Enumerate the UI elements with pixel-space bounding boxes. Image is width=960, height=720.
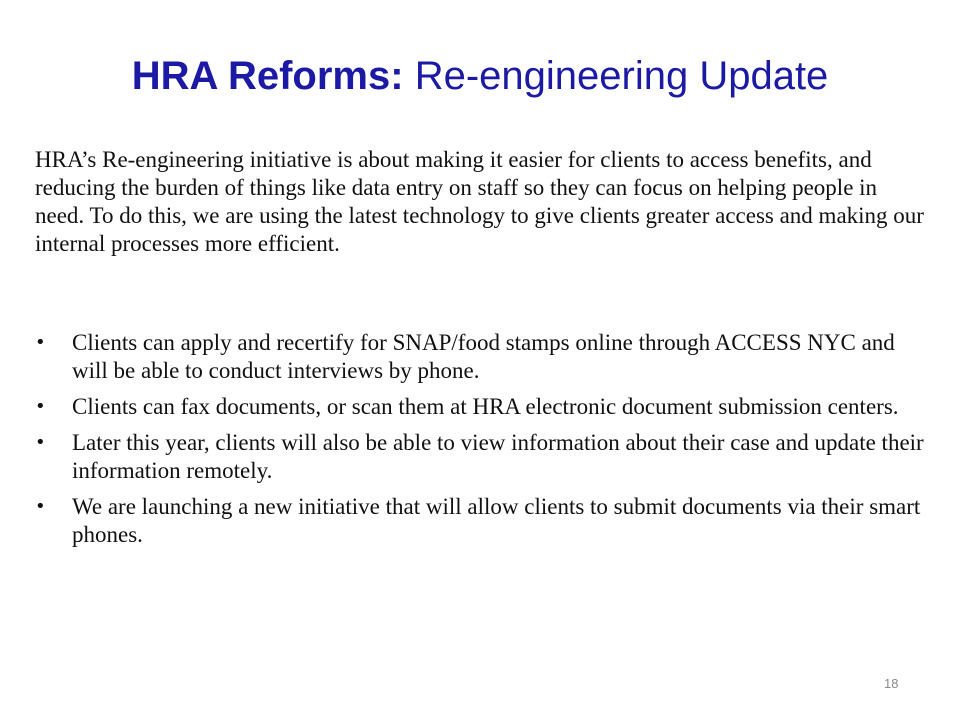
bullet-item xyxy=(35,393,925,421)
bullet-icon: • xyxy=(35,396,46,417)
slide-title xyxy=(0,52,960,100)
bullet-list xyxy=(35,329,925,557)
page-number: 18 xyxy=(884,676,899,691)
bullet-item xyxy=(35,429,925,485)
bullet-item xyxy=(35,493,925,549)
bullet-text: Clients can fax documents, or scan them at HRA electronic document submission centers. xyxy=(72,394,899,419)
title-regular-part: Re-engineering Update xyxy=(414,54,829,98)
bullet-text: Clients can apply and recertify for SNAP/food stamps online through ACCESS NYC and will be able to conduct interviews by phone. xyxy=(72,330,895,383)
bullet-text: Later this year, clients will also be able to view information about their case and update their information remotely. xyxy=(72,430,924,483)
bullet-text: We are launching a new initiative that will allow clients to submit documents via their smart phones. xyxy=(72,494,921,547)
bullet-icon: • xyxy=(35,332,46,353)
bullet-icon: • xyxy=(35,496,46,517)
intro-paragraph: HRA’s Re-engineering initiative is about making it easier for clients to access benefits, and reducing the burden of things like data entry on staff so they can focus on helping people in need. To do this, we are using the latest technology to give clients greater access and making our internal processes more efficient. xyxy=(35,147,924,256)
bullet-item xyxy=(35,329,925,385)
title-bold-part: HRA Reforms: xyxy=(131,54,404,98)
bullet-icon: • xyxy=(35,432,46,453)
